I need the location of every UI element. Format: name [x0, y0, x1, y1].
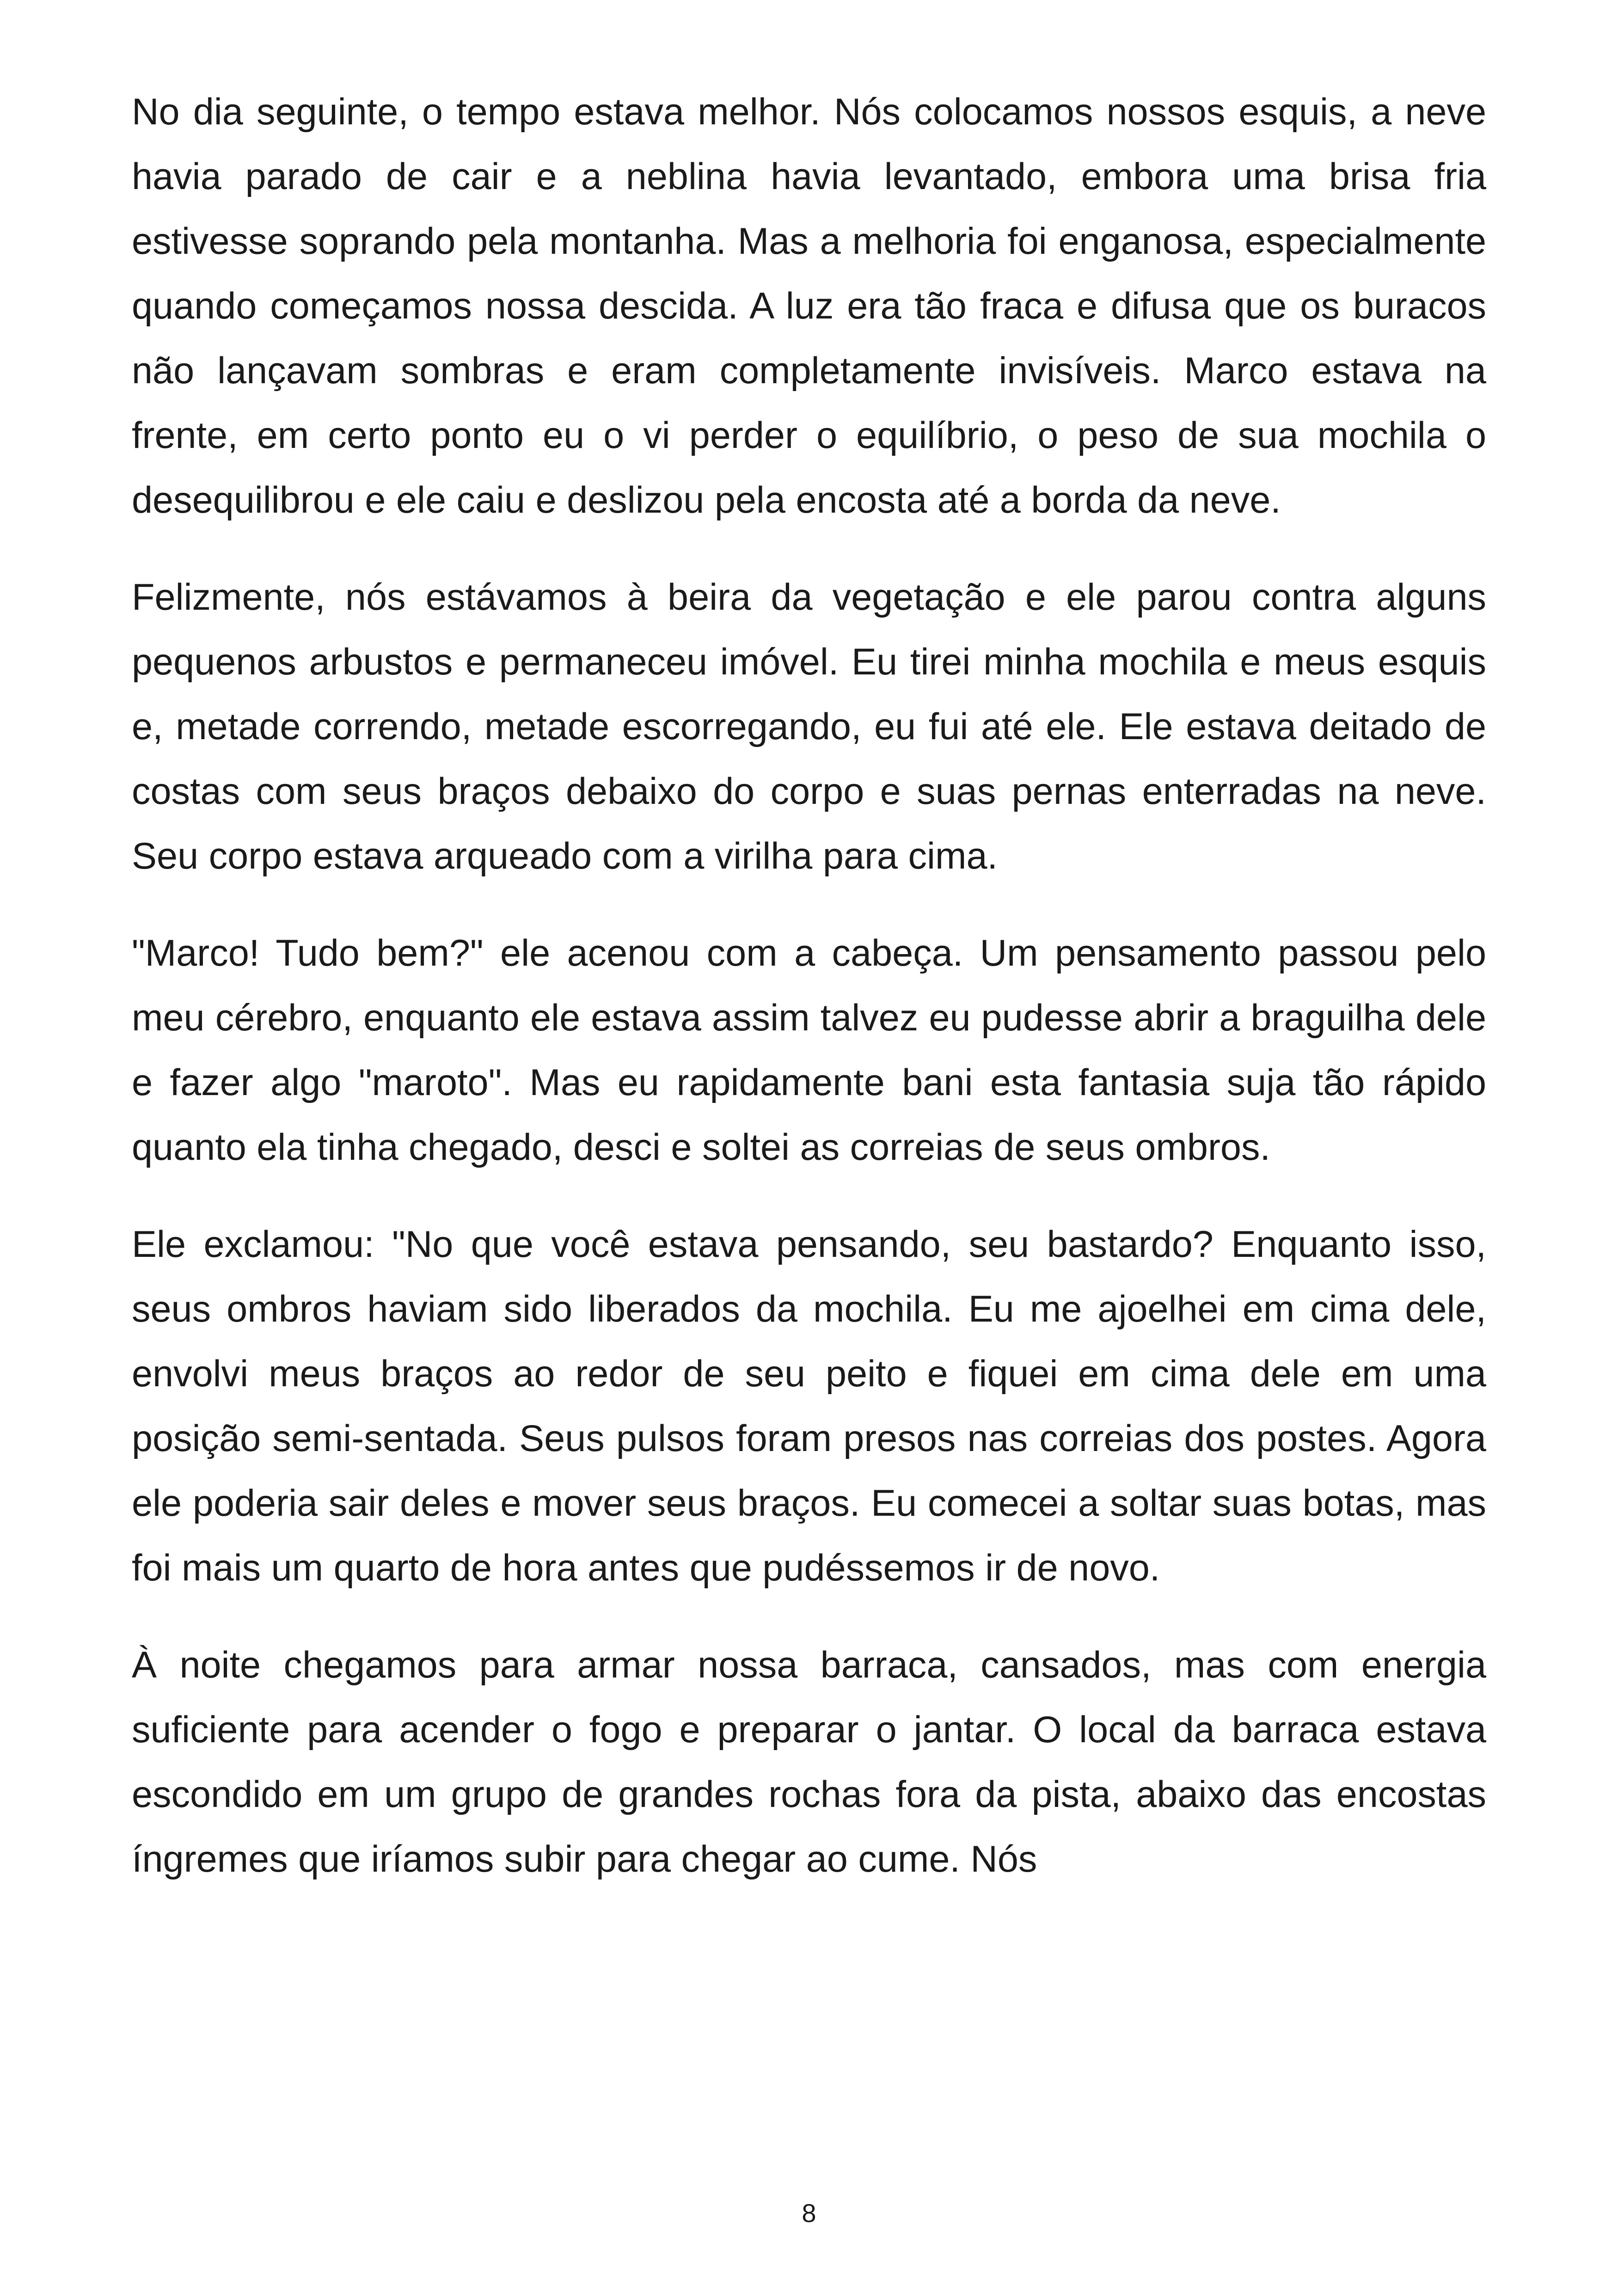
paragraph-3: "Marco! Tudo bem?" ele acenou com a cabeça. Um pensamento passou pelo meu cérebro, enquanto ele estava assim talvez eu pudesse abrir a braguilha dele e fazer algo "maroto". Mas eu rapidamente bani esta fantasia suja tão rápido quanto ela tinha chegado, desci e soltei as correias de seus ombros. — [132, 932, 1486, 1168]
paragraph-5: À noite chegamos para armar nossa barraca, cansados, mas com energia suficiente para acender o fogo e preparar o jantar. O local da barraca estava escondido em um grupo de grandes rochas fora da pista, abaixo das encostas íngremes que iríamos subir para chegar ao cume. Nós — [132, 1644, 1486, 1880]
paragraph-4: Ele exclamou: "No que você estava pensando, seu bastardo? Enquanto isso, seus ombros haviam sido liberados da mochila. Eu me ajoelhei em cima dele, envolvi meus braços ao redor de seu peito e fiquei em cima dele em uma posição semi-sentada. Seus pulsos foram presos nas correias dos postes. Agora ele poderia sair deles e mover seus braços. Eu comecei a soltar suas botas, mas foi mais um quarto de hora antes que pudéssemos ir de novo. — [132, 1224, 1486, 1589]
paragraph-1: No dia seguinte, o tempo estava melhor. Nós colocamos nossos esquis, a neve havia parado de cair e a neblina havia levantado, embora uma brisa fria estivesse soprando pela montanha. Mas a melhoria foi enganosa, especialmente quando começamos nossa descida. A luz era tão fraca e difusa que os buracos não lançavam sombras e eram completamente invisíveis. Marco estava na frente, em certo ponto eu o vi perder o equilíbrio, o peso de sua mochila o desequilibrou e ele caiu e deslizou pela encosta até a borda da neve. — [132, 91, 1486, 521]
page-number: 8 — [802, 2198, 816, 2228]
paragraph-2: Felizmente, nós estávamos à beira da vegetação e ele parou contra alguns pequenos arbustos e permaneceu imóvel. Eu tirei minha mochila e meus esquis e, metade correndo, metade escorregando, eu fui até ele. Ele estava deitado de costas com seus braços debaixo do corpo e suas pernas enterradas na neve. Seu corpo estava arqueado com a virilha para cima. — [132, 576, 1486, 877]
body-text — [132, 80, 1486, 1924]
